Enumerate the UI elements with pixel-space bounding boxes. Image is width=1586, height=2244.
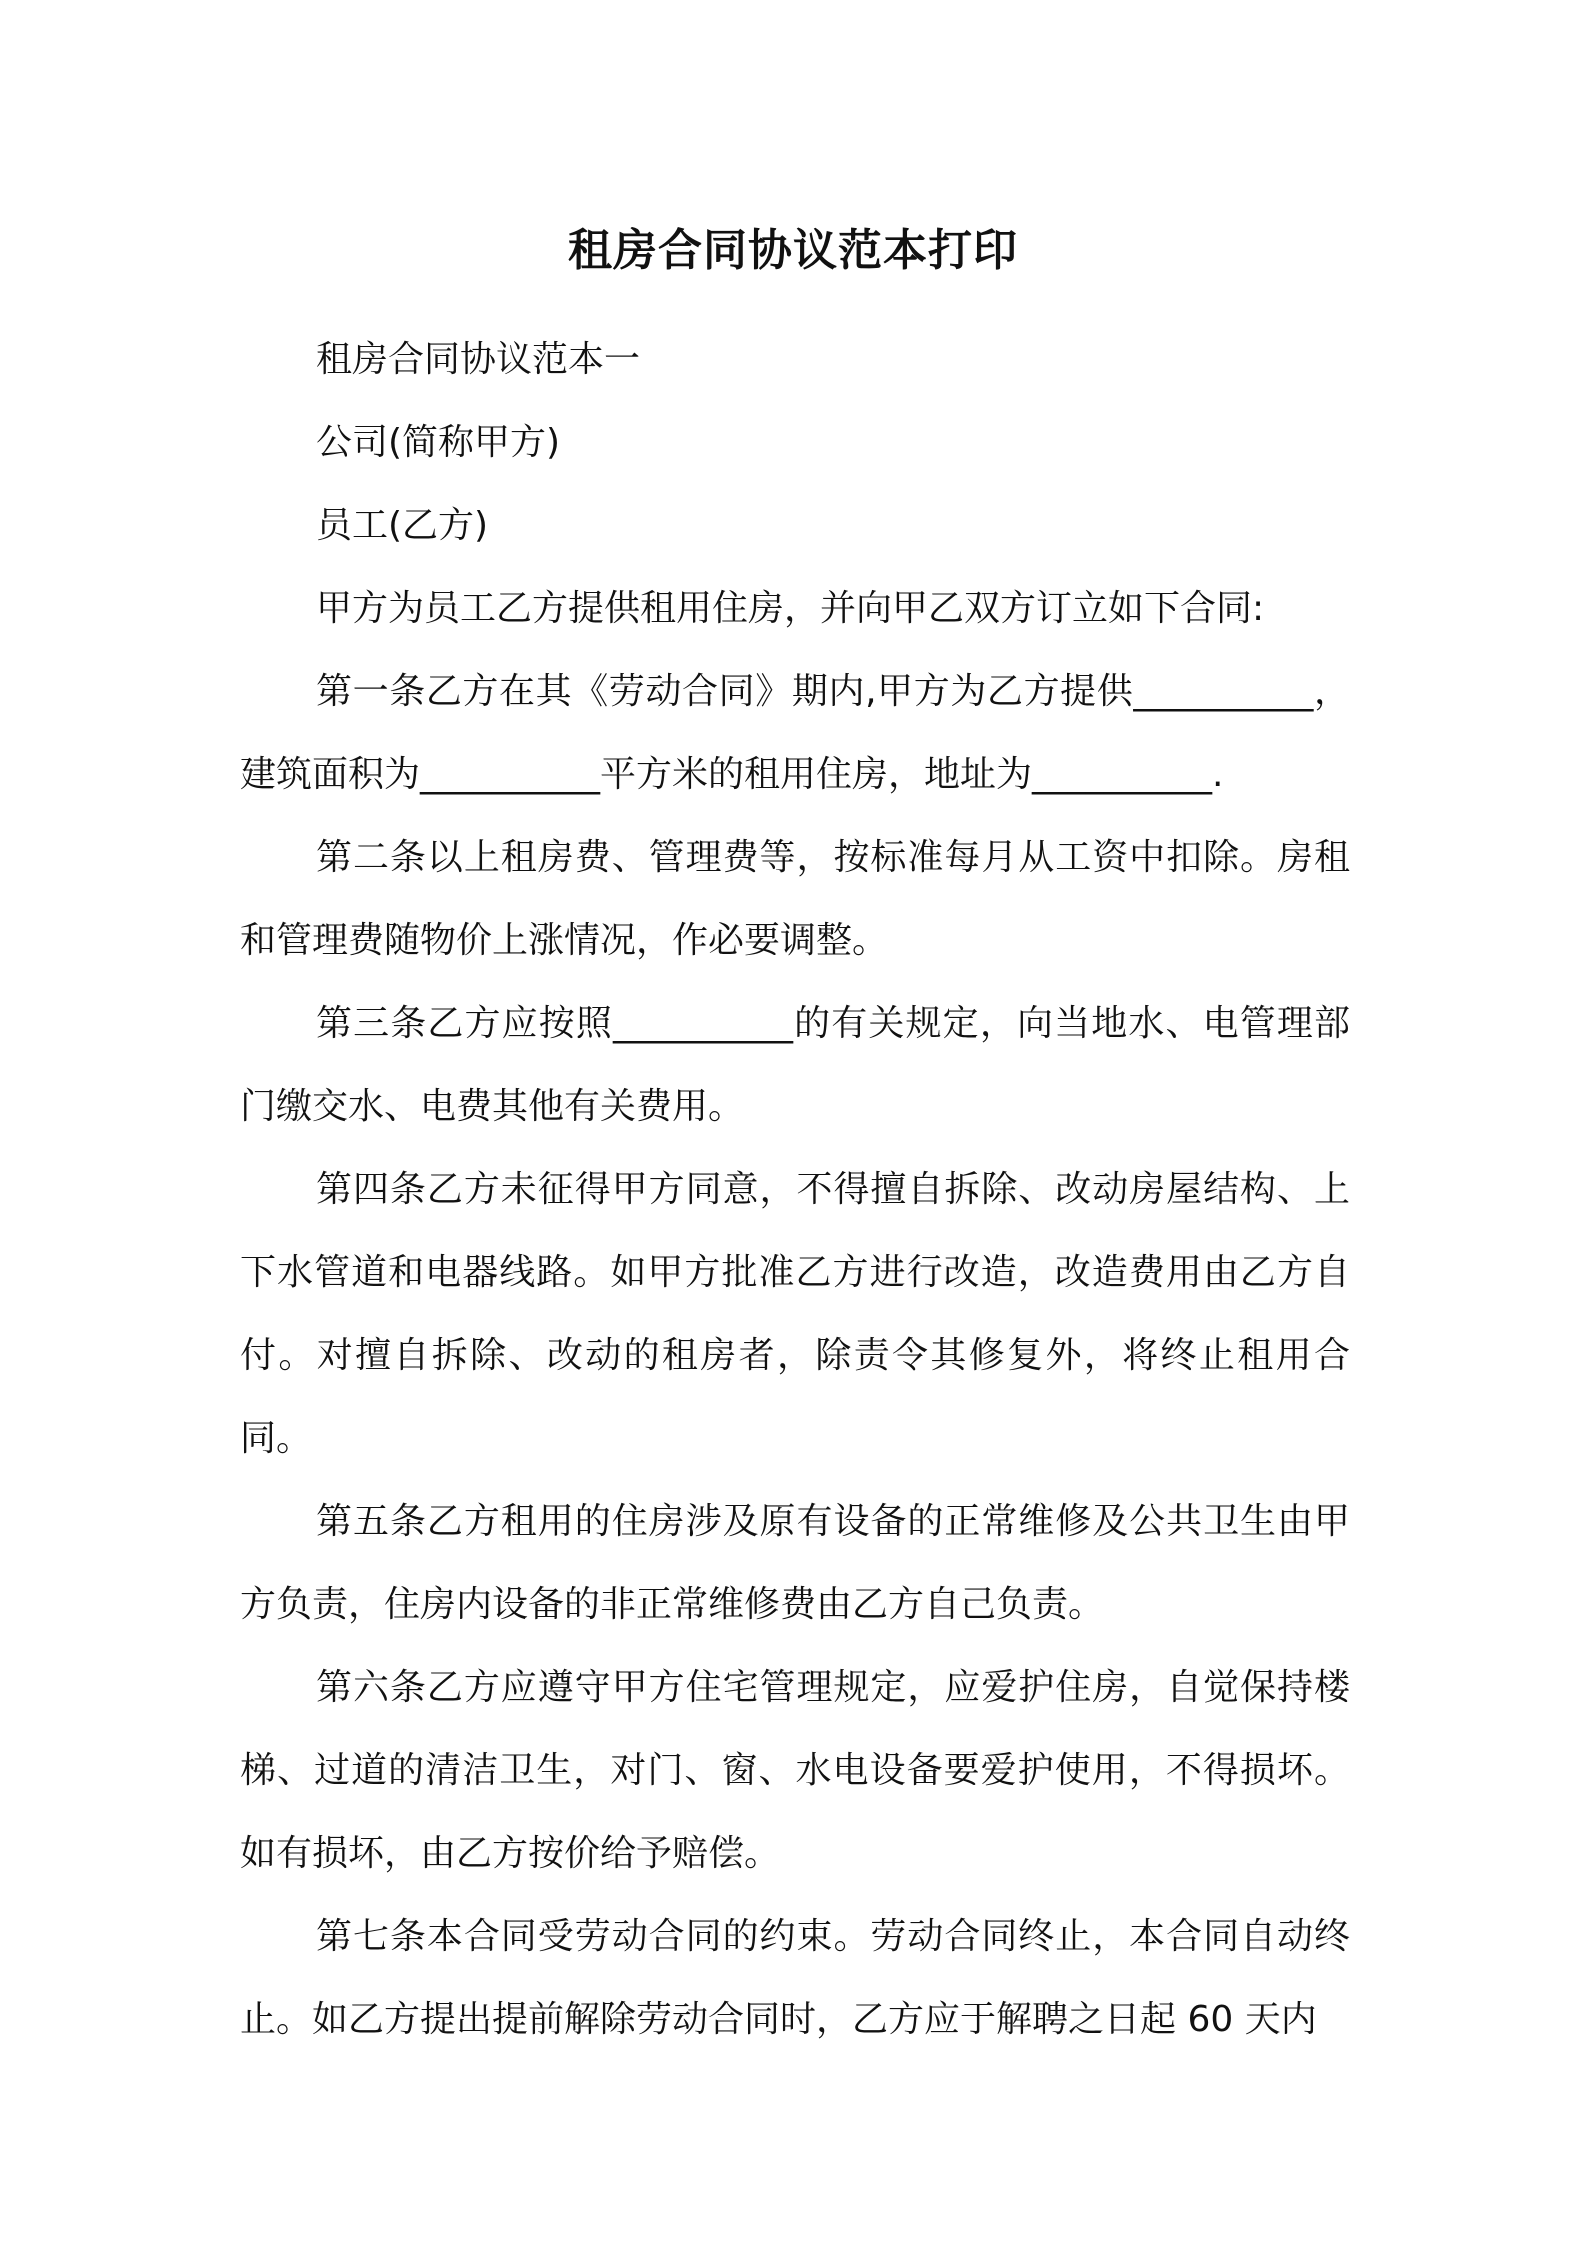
- paragraph-article-7: 第七条本合同受劳动合同的约束。劳动合同终止，本合同自动终止。如乙方提出提前解除劳动合同时，乙方应于解聘之日起 60 天内: [240, 1916, 1350, 2040]
- paragraph-intro: 甲方为员工乙方提供租用住房，并向甲乙双方订立如下合同:: [316, 588, 1265, 629]
- document-body: [240, 318, 1350, 2061]
- document-title: 租房合同协议范本打印: [568, 225, 1018, 276]
- paragraph-article-4: 第四条乙方未征得甲方同意，不得擅自拆除、改动房屋结构、上下水管道和电器线路。如甲方批准乙方进行改造，改造费用由乙方自付。对擅自拆除、改动的租房者，除责令其修复外，将终止租用合同。: [240, 1169, 1350, 1459]
- paragraph-article-6: 第六条乙方应遵守甲方住宅管理规定，应爱护住房，自觉保持楼梯、过道的清洁卫生，对门、窗、水电设备要爱护使用，不得损坏。如有损坏，由乙方按价给予赔偿。: [240, 1667, 1350, 1874]
- paragraph-article-5: 第五条乙方租用的住房涉及原有设备的正常维修及公共卫生由甲方负责，住房内设备的非正常维修费由乙方自己负责。: [240, 1501, 1350, 1625]
- paragraph-article-3: 第三条乙方应按照__________的有关规定，向当地水、电管理部门缴交水、电费其他有关费用。: [240, 1003, 1350, 1127]
- paragraph-party-a: 公司(简称甲方): [316, 422, 561, 463]
- paragraph-article-2: 第二条以上租房费、管理费等，按标准每月从工资中扣除。房租和管理费随物价上涨情况，作必要调整。: [240, 837, 1350, 961]
- paragraph-party-b: 员工(乙方): [316, 505, 489, 546]
- paragraph-subtitle: 租房合同协议范本一: [316, 339, 641, 380]
- paragraph-article-1: 第一条乙方在其《劳动合同》期内,甲方为乙方提供__________，建筑面积为__________平方米的租用住房，地址为__________.: [240, 671, 1350, 795]
